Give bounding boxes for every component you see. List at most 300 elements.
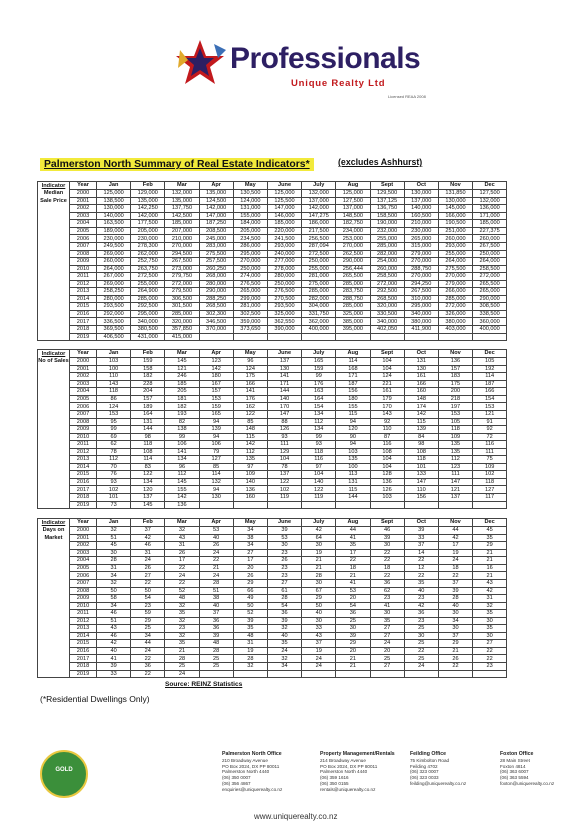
value-cell: 116 [473,441,507,449]
value-cell: 142 [199,365,233,373]
office-line[interactable]: enquiries@uniquerealty.co.nz [222,786,283,792]
value-cell: 187 [336,380,370,388]
value-cell: 190,000 [370,220,404,228]
value-cell: 21 [473,557,507,565]
value-cell: 142,250 [131,205,165,213]
value-cell: 36 [336,610,370,618]
value-cell: 187 [473,380,507,388]
value-cell: 21 [199,564,233,572]
value-cell: 270,000 [404,258,438,266]
value-cell: 92 [473,426,507,434]
office-contact [500,752,554,787]
table-row [38,418,507,426]
indicator-cell [38,280,70,288]
value-cell [233,333,267,341]
table-row [38,625,507,633]
value-cell: 155 [165,486,199,494]
value-cell: 41 [336,534,370,542]
value-cell: 138,500 [97,197,131,205]
value-cell: 186,000 [302,220,336,228]
value-cell: 94 [199,418,233,426]
table-row [38,663,507,671]
value-cell: 143 [370,411,404,419]
value-cell: 27 [370,625,404,633]
value-cell: 93 [267,433,301,441]
office-name: Feilding Office [410,751,447,757]
indicator-cell [38,595,70,603]
value-cell: 43 [302,632,336,640]
year-cell: 2006 [70,403,97,411]
month-header: Oct [404,182,438,190]
value-cell: 35 [473,610,507,618]
value-cell: 125,000 [267,190,301,198]
value-cell: 189 [131,403,165,411]
value-cell: 30 [370,610,404,618]
value-cell: 25 [199,655,233,663]
indicator-cell [38,478,70,486]
value-cell: 279,750 [165,273,199,281]
value-cell: 170 [267,403,301,411]
table-row [38,190,507,198]
value-cell [302,333,336,341]
value-cell: 135 [438,441,472,449]
office-line: Palmerston North 4440 [320,769,368,775]
value-cell: 29 [131,617,165,625]
value-cell: 105 [473,358,507,366]
value-cell: 25 [165,663,199,671]
company-logo [170,38,430,98]
month-header: Aug [336,182,370,190]
value-cell: 210,000 [165,235,199,243]
value-cell: 163 [302,388,336,396]
value-cell: 26 [267,557,301,565]
value-cell: 137,000 [302,197,336,205]
value-cell: 37 [131,527,165,535]
value-cell: 132,000 [302,190,336,198]
year-cell: 2013 [70,625,97,633]
value-cell: 41 [370,602,404,610]
value-cell: 134 [131,478,165,486]
value-cell: 246 [165,373,199,381]
value-cell: 25 [404,655,438,663]
value-cell: 184,000 [233,220,267,228]
value-cell: 121 [165,365,199,373]
value-cell: 43 [165,534,199,542]
value-cell: 155 [336,403,370,411]
indicator-cell [38,580,70,588]
indicator-cell [38,602,70,610]
indicator-cell [38,258,70,266]
value-cell: 22 [438,663,472,671]
value-cell: 26 [165,549,199,557]
indicator-cell [38,220,70,228]
office-line: Foxton 4814 [500,763,526,769]
value-cell: 207,000 [165,227,199,235]
source-note: Source: REINZ Statistics [165,681,243,688]
indicator-cell [38,471,70,479]
value-cell: 281,000 [233,303,267,311]
indicator-cell [38,632,70,640]
value-cell: 25 [370,655,404,663]
month-header: Oct [404,350,438,358]
table-row [38,395,507,403]
year-cell: 2000 [70,358,97,366]
year-cell: 2013 [70,456,97,464]
value-cell: 112 [233,448,267,456]
value-cell: 34 [438,617,472,625]
indicator-cell [38,463,70,471]
value-cell: 97 [302,463,336,471]
table-row [38,617,507,625]
value-cell: 79 [199,448,233,456]
value-cell: 33 [302,625,336,633]
value-cell: 136 [165,501,199,509]
value-cell: 30 [438,610,472,618]
value-cell: 175 [233,373,267,381]
office-contact [410,752,466,787]
indicator-cell: Market [38,534,70,542]
value-cell: 160,500 [404,212,438,220]
value-cell: 34 [267,663,301,671]
value-cell: 269,000 [97,280,131,288]
value-cell: 51 [199,587,233,595]
value-cell: 153 [438,411,472,419]
value-cell: 103 [370,494,404,502]
indicator-cell [38,318,70,326]
value-cell: 30 [336,625,370,633]
value-cell: 115 [404,418,438,426]
value-cell: 118 [302,448,336,456]
value-cell: 336,500 [97,318,131,326]
value-cell: 258,250 [97,288,131,296]
table-row [38,273,507,281]
value-cell: 285,000 [131,295,165,303]
value-cell: 22 [370,549,404,557]
table-row [38,463,507,471]
value-cell: 154 [302,403,336,411]
value-cell: 164 [131,411,165,419]
indicator-cell [38,310,70,318]
table-row [38,448,507,456]
value-cell: 31 [473,595,507,603]
title-block [40,154,340,172]
value-cell: 30 [302,580,336,588]
year-cell: 2017 [70,486,97,494]
value-cell: 122 [302,486,336,494]
value-cell: 112 [302,418,336,426]
value-cell: 48 [199,640,233,648]
office-line: (06) 323 0033 [410,775,439,781]
value-cell: 21 [473,572,507,580]
table-row [38,433,507,441]
value-cell: 283,750 [336,288,370,296]
value-cell: 21 [336,663,370,671]
value-cell: 125,500 [267,197,301,205]
value-cell: 32 [473,602,507,610]
value-cell: 22 [473,655,507,663]
value-cell: 162 [233,403,267,411]
brand-subtitle: Unique Realty Ltd [291,78,386,89]
value-cell: 30 [97,549,131,557]
value-cell: 129,500 [370,190,404,198]
badge-label: GOLD [55,767,73,773]
year-cell: 2001 [70,534,97,542]
value-cell: 90 [336,433,370,441]
value-cell: 24 [131,647,165,655]
value-cell: 277,000 [267,258,301,266]
value-cell: 147,275 [302,212,336,220]
value-cell: 30 [473,617,507,625]
value-cell [473,670,507,678]
indicator-cell [38,625,70,633]
value-cell: 22 [370,557,404,565]
office-line: PO Box 2024, DX PP 80011 [320,763,378,769]
indicator-cell [38,418,70,426]
year-cell: 2013 [70,288,97,296]
median-sale-price-table [37,181,507,341]
value-cell: 50 [233,602,267,610]
value-cell: 136,000 [473,205,507,213]
table-row [38,610,507,618]
value-cell: 140,000 [97,212,131,220]
value-cell [267,670,301,678]
value-cell: 99 [302,433,336,441]
year-cell: 2014 [70,632,97,640]
value-cell: 155,000 [233,212,267,220]
table-row [38,580,507,588]
value-cell: 268,000 [199,273,233,281]
value-cell: 32 [267,625,301,633]
indicator-cell [38,441,70,449]
value-cell: 145 [165,358,199,366]
year-cell: 2004 [70,557,97,565]
value-cell: 20 [336,647,370,655]
value-cell: 227,375 [473,227,507,235]
value-cell: 250,000 [473,250,507,258]
value-cell: 256,500 [302,235,336,243]
indicator-cell [38,564,70,572]
office-line: (06) 350 0007 [222,775,251,781]
table-row [38,227,507,235]
year-cell: 2002 [70,205,97,213]
year-cell: 2018 [70,326,97,334]
month-header: Feb [131,350,165,358]
indicator-cell [38,250,70,258]
value-cell: 30 [302,617,336,625]
value-cell: 138 [165,426,199,434]
year-cell: 2017 [70,655,97,663]
value-cell: 267,500 [404,288,438,296]
indicator-cell [38,486,70,494]
value-cell [404,501,438,509]
value-cell: 94 [199,486,233,494]
value-cell: 17 [233,557,267,565]
value-cell: 272,500 [302,250,336,258]
value-cell: 24 [199,549,233,557]
value-cell: 39 [97,663,131,671]
value-cell: 36 [199,617,233,625]
value-cell: 36 [199,625,233,633]
value-cell: 42 [97,640,131,648]
value-cell: 140 [302,478,336,486]
value-cell: 32 [165,617,199,625]
value-cell: 268,500 [370,295,404,303]
indicator-cell [38,610,70,618]
value-cell: 105 [438,418,472,426]
office-name: Property Management/Rentals [320,751,395,757]
value-cell: 42 [438,534,472,542]
value-cell: 267,000 [97,273,131,281]
value-cell: 132,000 [473,197,507,205]
value-cell: 102 [97,486,131,494]
value-cell: 17 [438,542,472,550]
value-cell: 197 [438,403,472,411]
indicator-cell [38,395,70,403]
year-cell: 2008 [70,418,97,426]
value-cell: 269,000 [97,250,131,258]
table-row [38,333,507,341]
year-cell: 2016 [70,478,97,486]
value-cell: 154 [473,395,507,403]
value-cell: 37 [302,640,336,648]
value-cell: 137,000 [404,197,438,205]
value-cell: 28 [267,595,301,603]
value-cell: 140,000 [404,205,438,213]
indicator-cell [38,235,70,243]
office-line[interactable]: feilding@uniquerealty.co.nz [410,780,467,786]
value-cell: 69 [97,433,131,441]
value-cell [233,501,267,509]
value-cell: 134 [165,456,199,464]
value-cell: 192 [473,365,507,373]
value-cell: 264,000 [473,258,507,266]
value-cell: 82 [165,418,199,426]
year-cell: 2017 [70,318,97,326]
value-cell: 254,000 [370,258,404,266]
indicator-header: Indicator [38,519,70,527]
indicator-cell [38,326,70,334]
value-cell: 145 [131,501,165,509]
value-cell: 279,000 [438,280,472,288]
indicator-cell [38,426,70,434]
website-url[interactable]: www.uniquerealty.co.nz [254,812,338,821]
value-cell: 267,500 [165,258,199,266]
value-cell: 118 [473,478,507,486]
value-cell: 35 [165,610,199,618]
value-cell: 293,000 [438,243,472,251]
value-cell: 362,550 [267,318,301,326]
title-note: (excludes Ashhurst) [338,157,423,167]
month-header: June [267,519,301,527]
office-line[interactable]: foxton@uniquerealty.co.nz [500,780,555,786]
value-cell: 280,000 [267,273,301,281]
value-cell: 395,000 [336,326,370,334]
value-cell: 189,000 [97,227,131,235]
value-cell: 288,250 [199,295,233,303]
value-cell: 137 [438,494,472,502]
office-line: Feilding 4702 [410,763,438,769]
value-cell: 153 [199,395,233,403]
indicator-cell [38,227,70,235]
table-row [38,326,507,334]
value-cell: 123 [199,358,233,366]
value-cell: 276,500 [267,288,301,296]
value-cell: 37 [404,542,438,550]
year-cell: 2010 [70,433,97,441]
indicator-cell [38,494,70,502]
value-cell: 127 [199,456,233,464]
value-cell: 64 [302,534,336,542]
value-cell: 182 [165,403,199,411]
value-cell: 27 [233,549,267,557]
value-cell: 135 [336,456,370,464]
value-cell: 46 [131,542,165,550]
value-cell: 135,000 [165,197,199,205]
value-cell [336,670,370,678]
value-cell: 72 [473,433,507,441]
value-cell: 32 [97,580,131,588]
value-cell: 287,094 [302,243,336,251]
value-cell: 260,000 [370,265,404,273]
office-line[interactable]: rentals@uniquerealty.co.nz [320,786,376,792]
month-header: May [233,182,267,190]
value-cell: 279,000 [404,250,438,258]
month-header: Mar [165,182,199,190]
office-name: Palmerston North Office [222,751,282,757]
value-cell: 19 [233,647,267,655]
year-cell: 2019 [70,501,97,509]
year-cell: 2012 [70,448,97,456]
value-cell: 12 [404,564,438,572]
value-cell: 41 [97,655,131,663]
value-cell: 35 [473,625,507,633]
value-cell [302,670,336,678]
value-cell: 326,000 [438,310,472,318]
year-cell: 2011 [70,441,97,449]
value-cell: 256,444 [336,265,370,273]
value-cell: 265,000 [404,235,438,243]
value-cell: 275,000 [302,280,336,288]
value-cell: 91 [473,418,507,426]
value-cell: 171 [336,373,370,381]
value-cell: 176 [233,395,267,403]
value-cell: 22 [438,572,472,580]
value-cell: 61 [267,587,301,595]
value-cell [370,333,404,341]
value-cell: 280,000 [199,280,233,288]
value-cell: 270,000 [404,273,438,281]
indicator-cell [38,640,70,648]
value-cell: 31 [233,640,267,648]
value-cell [370,670,404,678]
value-cell [404,670,438,678]
value-cell: 253,000 [336,235,370,243]
value-cell: 185,000 [473,220,507,228]
value-cell: 257,500 [199,258,233,266]
value-cell: 24 [438,557,472,565]
value-cell: 129 [267,448,301,456]
indicator-cell: No of Sales [38,358,69,365]
value-cell: 104 [370,358,404,366]
value-cell: 38 [233,534,267,542]
table-row [38,632,507,640]
value-cell: 48 [165,595,199,603]
table-row [38,647,507,655]
month-header: Sept [370,350,404,358]
year-cell: 2015 [70,303,97,311]
value-cell: 99 [165,433,199,441]
year-cell: 2011 [70,273,97,281]
